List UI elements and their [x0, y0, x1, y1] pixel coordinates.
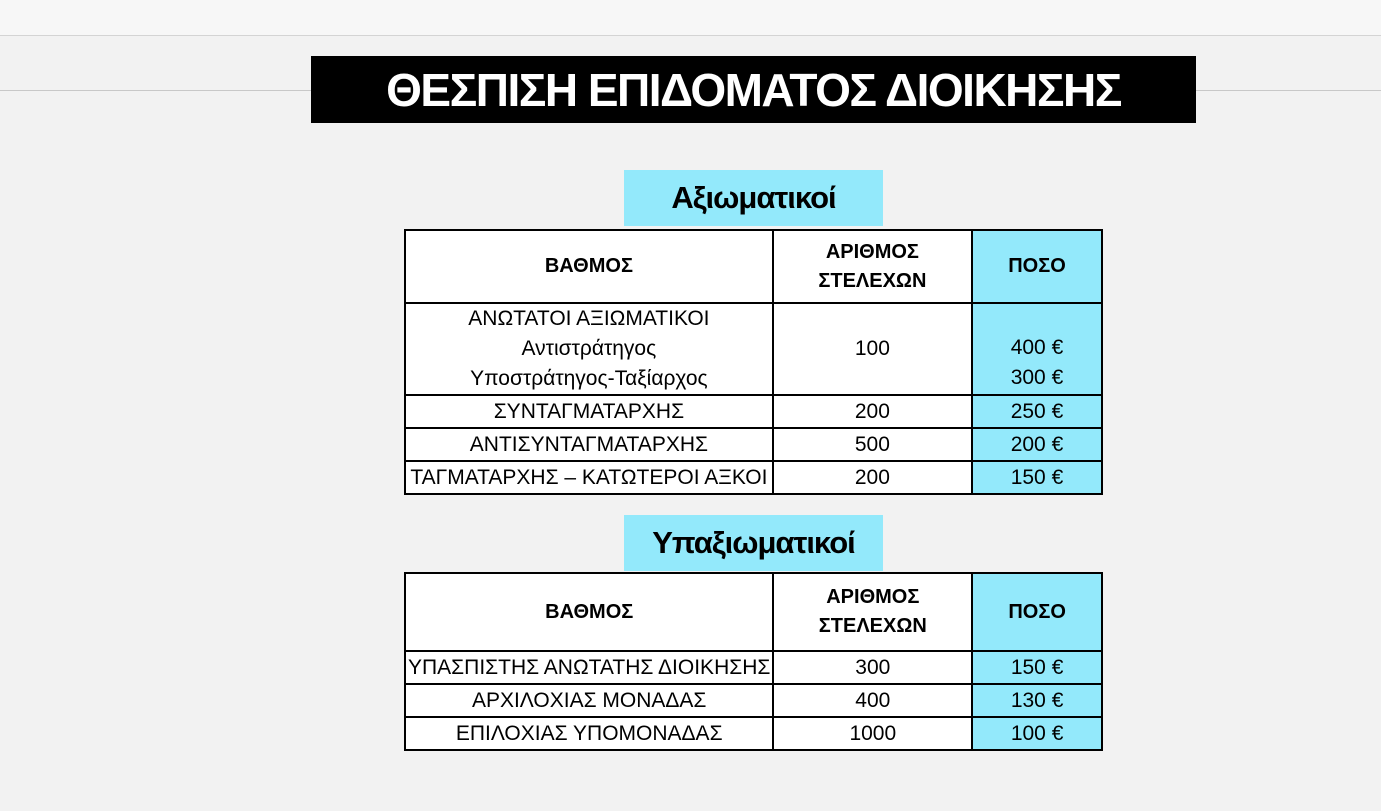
rank-cell: ΥΠΑΣΠΙΣΤΗΣ ΑΝΩΤΑΤΗΣ ΔΙΟΙΚΗΣΗΣ	[405, 651, 773, 684]
rank-cell: ΑΡΧΙΛΟΧΙΑΣ ΜΟΝΑΔΑΣ	[405, 684, 773, 717]
count-cell: 300	[773, 651, 972, 684]
rank-line: Αντιστράτηγος	[521, 337, 657, 360]
rank-cell: ΑΝΤΙΣΥΝΤΑΓΜΑΤΑΡΧΗΣ	[405, 428, 773, 461]
amount-line: 400 €	[1010, 336, 1064, 359]
header-count-line1: ΑΡΙΘΜΟΣ	[826, 586, 920, 608]
header-count	[773, 573, 972, 651]
rank-line: ΑΝΩΤΑΤΟΙ ΑΞΙΩΜΑΤΙΚΟΙ	[468, 307, 710, 330]
nco-table	[404, 572, 1103, 751]
officers-table	[404, 229, 1103, 495]
count-cell: 500	[773, 428, 972, 461]
header-count-line2: ΣΤΕΛΕΧΩΝ	[818, 615, 927, 637]
table-header-row	[405, 230, 1102, 303]
rank-cell	[405, 303, 773, 395]
header-count	[773, 230, 972, 303]
amount-cell: 250 €	[972, 395, 1102, 428]
count-cell: 400	[773, 684, 972, 717]
count-cell: 200	[773, 395, 972, 428]
header-amount: ΠΟΣΟ	[972, 230, 1102, 303]
table-row	[405, 684, 1102, 717]
count-cell: 200	[773, 461, 972, 494]
table-row	[405, 395, 1102, 428]
header-count-line2: ΣΤΕΛΕΧΩΝ	[818, 269, 927, 292]
amount-cell: 200 €	[972, 428, 1102, 461]
amount-cell: 130 €	[972, 684, 1102, 717]
table-row	[405, 717, 1102, 750]
slide-title: ΘΕΣΠΙΣΗ ΕΠΙΔΟΜΑΤΟΣ ΔΙΟΙΚΗΣΗΣ	[311, 56, 1196, 123]
rank-cell: ΤΑΓΜΑΤΑΡΧΗΣ – ΚΑΤΩΤΕΡΟΙ ΑΞΚΟΙ	[405, 461, 773, 494]
table-row	[405, 461, 1102, 494]
table-header-row	[405, 573, 1102, 651]
amount-cell: 150 €	[972, 651, 1102, 684]
rank-line: Υποστράτηγος-Ταξίαρχος	[470, 367, 708, 390]
amount-line: 300 €	[1010, 366, 1064, 389]
rank-cell: ΕΠΙΛΟΧΙΑΣ ΥΠΟΜΟΝΑΔΑΣ	[405, 717, 773, 750]
count-cell: 100	[773, 303, 972, 395]
count-cell: 1000	[773, 717, 972, 750]
header-rank: ΒΑΘΜΟΣ	[405, 573, 773, 651]
top-bar	[0, 0, 1381, 36]
table-row	[405, 303, 1102, 395]
amount-cell: 150 €	[972, 461, 1102, 494]
header-amount: ΠΟΣΟ	[972, 573, 1102, 651]
table-row	[405, 651, 1102, 684]
table-row	[405, 428, 1102, 461]
amount-cell: 100 €	[972, 717, 1102, 750]
header-rank: ΒΑΘΜΟΣ	[405, 230, 773, 303]
rank-cell: ΣΥΝΤΑΓΜΑΤΑΡΧΗΣ	[405, 395, 773, 428]
officers-label: Αξιωματικοί	[624, 170, 883, 226]
amount-cell	[972, 303, 1102, 395]
header-count-line1: ΑΡΙΘΜΟΣ	[825, 240, 919, 263]
nco-label: Υπαξιωματικοί	[624, 515, 883, 571]
